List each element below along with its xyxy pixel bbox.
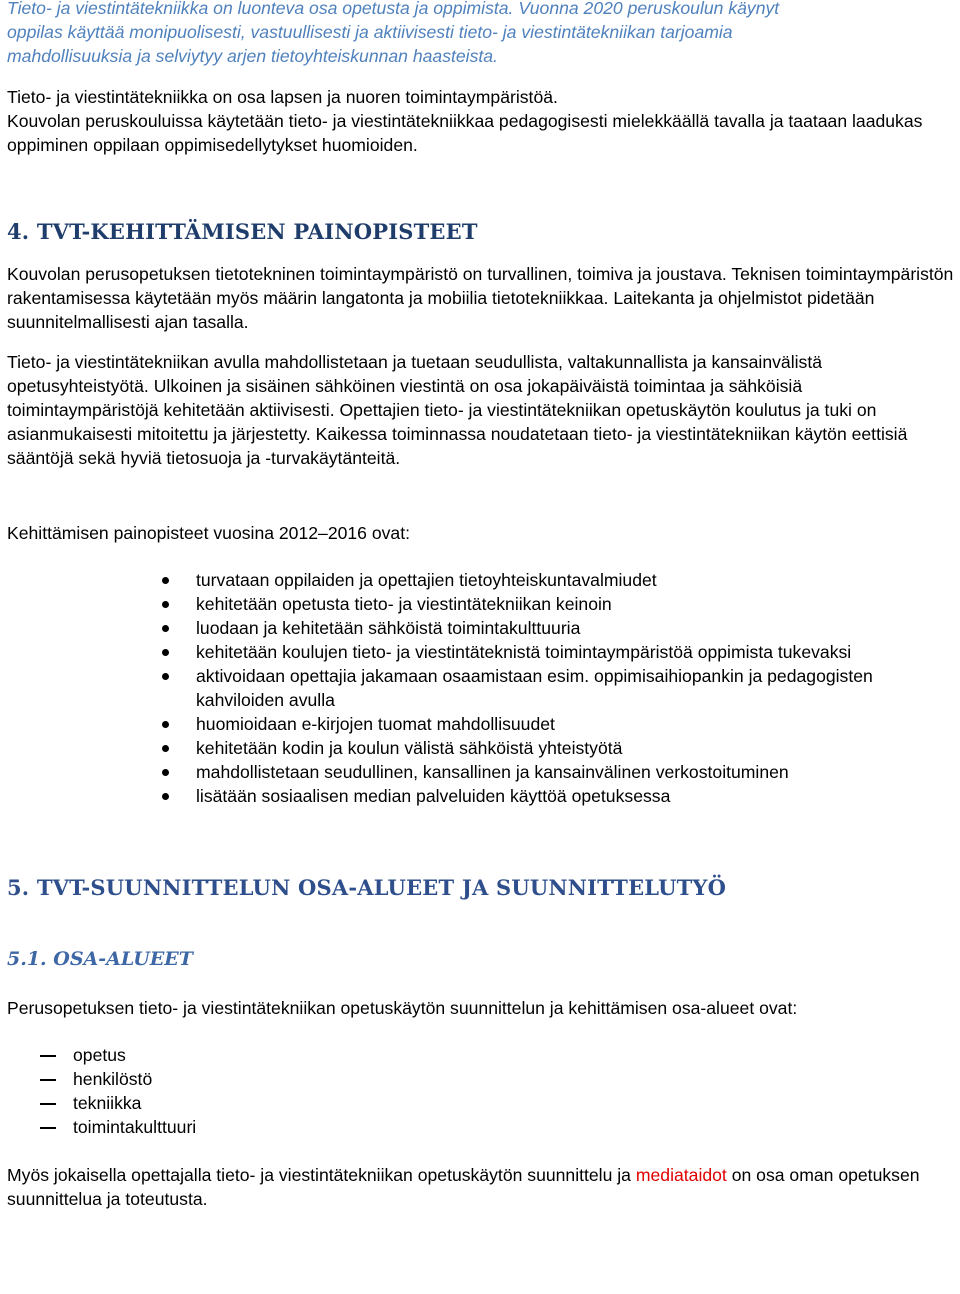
area-text: henkilöstö — [73, 1069, 153, 1089]
priority-text: mahdollistetaan seudullinen, kansallinen ja kansainvälinen verkostoituminen — [196, 762, 789, 782]
priority-text: luodaan ja kehitetään sähköistä toimintakulttuuria — [196, 618, 581, 638]
priority-text: huomioidaan e-kirjojen tuomat mahdollisuudet — [196, 714, 555, 734]
kouvola-text: Kouvolan peruskouluissa käytetään tieto- ja viestintätekniikkaa pedagogisesti mielekkäällä tavalla ja taataan laadukas oppiminen oppilaan oppimisedellytykset huomioiden. — [7, 111, 923, 155]
priority-text: kehitetään koulujen tieto- ja viestintäteknistä toimintaympäristöä oppimista tukevaksi — [196, 642, 852, 662]
bullet-icon — [162, 601, 169, 608]
section-5-heading: 5. TVT-SUUNNITTELUN OSA-ALUEET JA SUUNNITTELUTYÖ — [7, 875, 727, 900]
priority-list-item — [7, 568, 955, 592]
priority-list-item — [7, 640, 955, 664]
priority-list-item — [7, 760, 955, 784]
area-list-item — [7, 1091, 955, 1115]
area-list-item — [7, 1043, 955, 1067]
priorities-intro: Kehittämisen painopisteet vuosina 2012–2016 ovat: — [7, 523, 410, 543]
bullet-icon — [162, 793, 169, 800]
bullet-icon — [162, 745, 169, 752]
priority-list-item — [7, 664, 955, 712]
dash-icon — [40, 1127, 56, 1129]
priority-list-item — [7, 784, 955, 808]
priority-list-item — [7, 712, 955, 736]
bullet-icon — [162, 649, 169, 656]
document-page — [7, 0, 955, 1211]
dash-icon — [40, 1079, 56, 1081]
ict-environment-lead: Tieto- ja viestintätekniikka on osa lapsen ja nuoren toimintaympäristöä. — [7, 87, 558, 107]
section-4-paragraph-2: Tieto- ja viestintätekniikan avulla mahdollistetaan ja tuetaan seudullista, valtakunnallista ja kansainvälistä opetusyhteistyötä. Ulkoinen ja sisäinen sähköinen viestintä on osa jokapäiväistä toimintaa ja sähköisiä toimintaympäristöjä kehitetään aktiivisesti. Opettajien tieto- ja viestintätekniikan opetuskäytön koulutus ja tuki on asianmukaisesti mitoitettu ja järjestetty. Kaikessa toiminnassa noudatetaan tieto- ja viestintätekniikan käytön eettisiä sääntöjä sekä hyviä tietosuoja ja -turvakäytänteitä. — [7, 352, 908, 468]
bullet-icon — [162, 577, 169, 584]
area-list-item — [7, 1067, 955, 1091]
section-4-paragraph-1: Kouvolan perusopetuksen tietotekninen toimintaympäristö on turvallinen, toimiva ja joustava. Teknisen toimintaympäristön rakentamisessa käytetään myös määrin langatonta ja mobiilia tietotekniikkaa. Laitekanta ja ohjelmistot pidetään suunnitelmallisesti ajan tasalla. — [7, 264, 954, 332]
priority-text: kehitetään kodin ja koulun välistä sähköistä yhteistyötä — [196, 738, 623, 758]
priority-list-item — [7, 592, 955, 616]
bullet-icon — [162, 721, 169, 728]
priority-text: kehitetään opetusta tieto- ja viestintätekniikan keinoin — [196, 594, 612, 614]
mediataidot-link[interactable]: mediataidot — [635, 1165, 727, 1185]
intro-line-1: Tieto- ja viestintätekniikka on luonteva osa opetusta ja oppimista. Vuonna 2020 peruskoulun käynyt — [7, 0, 780, 18]
section-5-paragraph-1: Perusopetuksen tieto- ja viestintätekniikan opetuskäytön suunnittelun ja kehittämisen osa-alueet ovat: — [7, 998, 798, 1018]
priority-text: aktivoidaan opettajia jakamaan osaamistaan esim. oppimisaihiopankin ja pedagogisten kahviloiden avulla — [196, 666, 873, 710]
priority-text: lisätään sosiaalisen median palveluiden käyttöä opetuksessa — [196, 786, 671, 806]
section-4-heading: 4. TVT-KEHITTÄMISEN PAINOPISTEET — [7, 219, 478, 244]
priority-text: turvataan oppilaiden ja opettajien tietoyhteiskuntavalmiudet — [196, 570, 657, 590]
bullet-icon — [162, 673, 169, 680]
final-text-before: Myös jokaisella opettajalla tieto- ja viestintätekniikan opetuskäytön suunnittelu ja — [7, 1165, 636, 1185]
area-list-item — [7, 1115, 955, 1139]
areas-list — [7, 1043, 955, 1139]
area-text: toimintakulttuuri — [73, 1117, 197, 1137]
bullet-icon — [162, 625, 169, 632]
kouvola-paragraph — [7, 109, 955, 157]
final-paragraph — [7, 1163, 955, 1211]
final-text-after: on osa oman opetuksen suunnittelua ja toteutusta. — [7, 1165, 920, 1209]
priority-list-item — [7, 736, 955, 760]
area-text: tekniikka — [73, 1093, 142, 1113]
section-5-1-heading: 5.1. OSA-ALUEET — [7, 948, 193, 970]
priority-list-item — [7, 616, 955, 640]
dash-icon — [40, 1103, 56, 1105]
intro-paragraph — [7, 0, 955, 68]
intro-line-3: mahdollisuuksia ja selviytyy arjen tietoyhteiskunnan haasteista. — [7, 46, 498, 66]
bullet-icon — [162, 769, 169, 776]
dash-icon — [40, 1055, 56, 1057]
priorities-list — [7, 568, 955, 808]
area-text: opetus — [73, 1045, 126, 1065]
ict-environment-heading-line — [7, 85, 955, 109]
intro-line-2: oppilas käyttää monipuolisesti, vastuullisesti ja aktiivisesti tieto- ja viestintätekniikan tarjoamia — [7, 22, 733, 42]
